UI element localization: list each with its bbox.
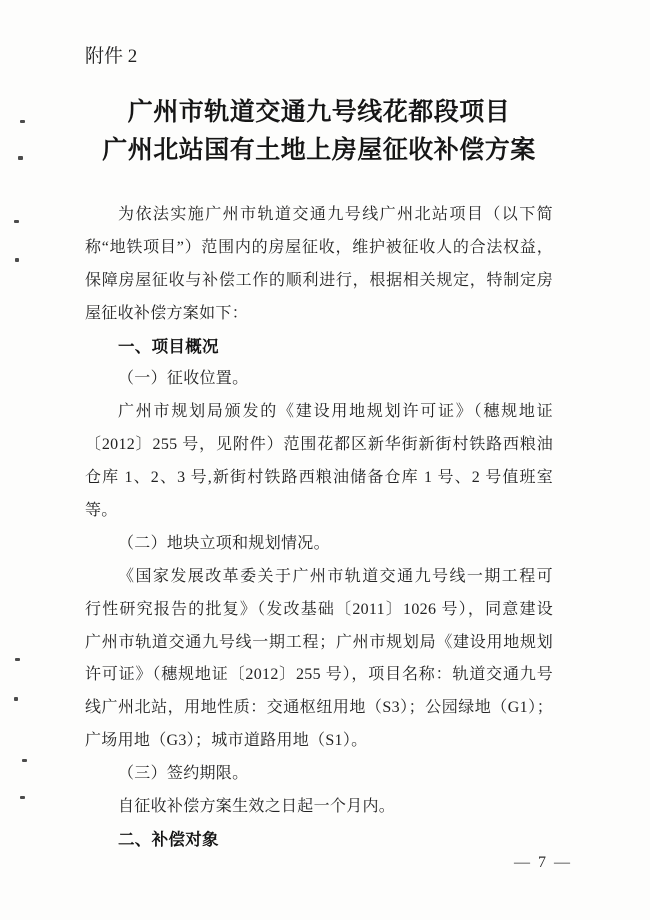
text-line: 为依法实施广州市轨道交通九号线广州北站项目（以下简 xyxy=(118,206,553,223)
document-body xyxy=(85,199,553,857)
text-line: 广州市轨道交通九号线一期工程；广州市规划局《建设用地规划 xyxy=(85,633,553,651)
text-line: 称“地铁项目”）范围内的房屋征收，维护被征收人的合法权益， xyxy=(85,238,553,256)
text-line: 线广州北站，用地性质：交通枢纽用地（S3）；公园绿地（G1）； xyxy=(85,699,553,717)
scan-speck xyxy=(14,697,18,701)
scan-speck xyxy=(20,796,25,799)
text-line: 广州市规划局颁发的《建设用地规划许可证》（穗规地证 xyxy=(118,403,553,421)
text-line: 《国家发展改革委关于广州市轨道交通九号线一期工程可 xyxy=(118,567,553,585)
text-line: 仓库 1、2、3 号,新街村铁路西粮油储备仓库 1 号、2 号值班室 xyxy=(85,469,553,487)
text-line: 许可证》（穗规地证〔2012〕255 号），项目名称：轨道交通九号 xyxy=(85,666,553,684)
scan-speck xyxy=(22,759,27,762)
text-line: 屋征收补偿方案如下： xyxy=(85,304,249,322)
subsection-heading: （二）地块立项和规划情况。 xyxy=(118,534,330,552)
attachment-label: 附件 2 xyxy=(85,46,138,67)
text-line: 自征收补偿方案生效之日起一个月内。 xyxy=(118,798,396,816)
text-line: 广场用地（G3）；城市道路用地（S1）。 xyxy=(85,732,368,750)
scan-speck xyxy=(15,258,19,262)
title-line-2: 广州北站国有土地上房屋征收补偿方案 xyxy=(102,137,536,164)
document-title xyxy=(85,94,553,170)
scan-speck xyxy=(14,220,19,223)
text-line: 行性研究报告的批复》（发改基础〔2011〕1026 号），同意建设 xyxy=(85,600,553,618)
section-heading: 一、项目概况 xyxy=(118,337,219,356)
page-number: — 7 — xyxy=(514,854,572,871)
text-line: 〔2012〕255 号，见附件）范围花都区新华街新街村铁路西粮油 xyxy=(85,436,553,454)
text-line: 保障房屋征收与补偿工作的顺利进行，根据相关规定，特制定房 xyxy=(85,271,553,289)
scan-speck xyxy=(18,156,23,160)
subsection-heading: （三）签约期限。 xyxy=(118,765,249,783)
scan-speck xyxy=(15,658,20,661)
scan-speck xyxy=(20,120,25,123)
section-heading: 二、补偿对象 xyxy=(118,830,219,849)
title-line-1: 广州市轨道交通九号线花都段项目 xyxy=(127,99,511,126)
subsection-heading: （一）征收位置。 xyxy=(118,370,249,388)
text-line: 等。 xyxy=(85,502,118,520)
